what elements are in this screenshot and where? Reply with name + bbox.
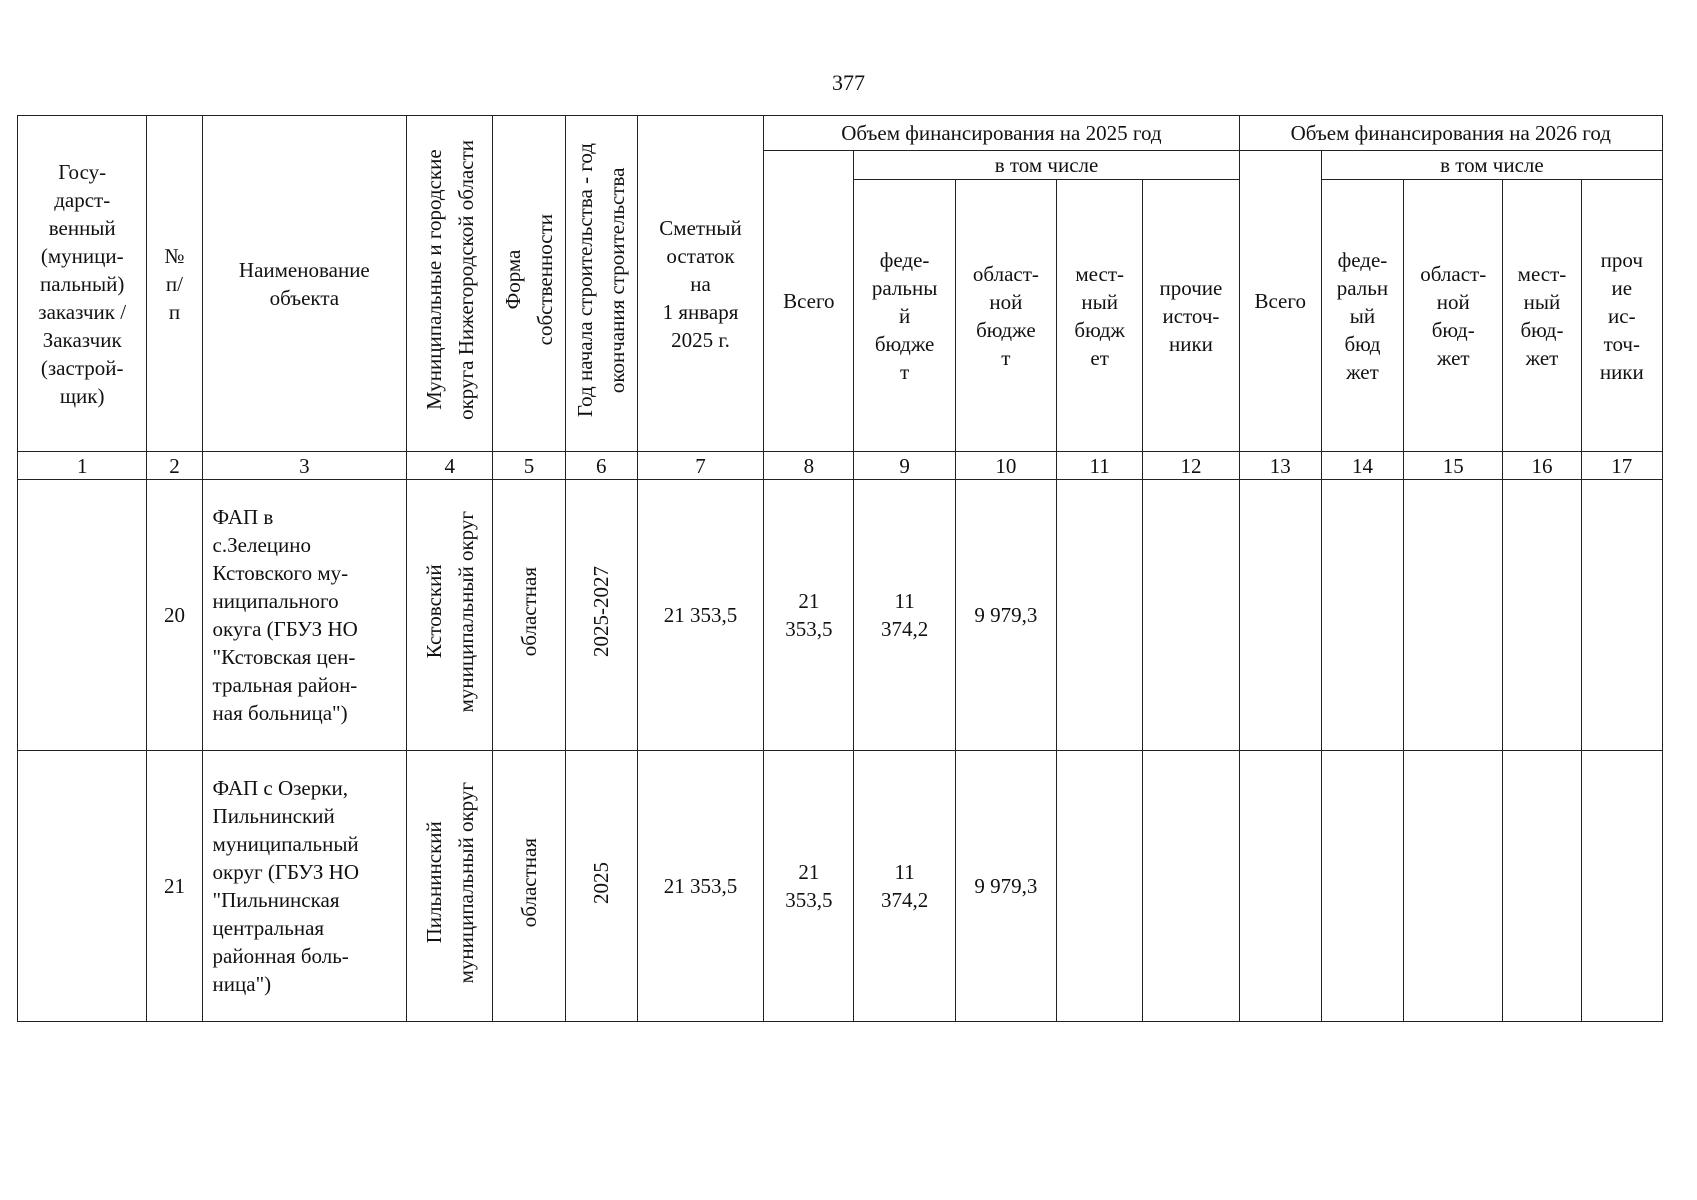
cell-regional-2026	[1404, 480, 1503, 751]
page-number: 377	[832, 70, 865, 95]
col-num-12: 12	[1143, 452, 1239, 480]
header-federal-2025: феде- ральны й бюдже т	[854, 180, 955, 452]
cell-regional-2025: 9 979,3	[955, 751, 1056, 1022]
header-federal-2026: феде- ральн ый бюд жет	[1321, 180, 1403, 452]
cell-other-2025	[1143, 480, 1239, 751]
cell-object-name: ФАП в с.Зелецино Кстовского му- ниципального окуга (ГБУЗ НО "Кстовская цен- тральная район- ная больница")	[202, 480, 407, 751]
cell-district	[407, 751, 493, 1022]
header-total-2025: Всего	[764, 151, 854, 452]
header-including-2026: в том числе	[1321, 151, 1662, 180]
header-number: № п/ п	[147, 116, 202, 452]
header-regional-2025: област- ной бюдже т	[955, 180, 1056, 452]
header-local-2025: мест- ный бюдж ет	[1057, 180, 1143, 452]
cell-years-text: 2025-2027	[589, 566, 614, 657]
col-num-16: 16	[1503, 452, 1581, 480]
cell-balance: 21 353,5	[637, 751, 763, 1022]
cell-years	[565, 480, 637, 751]
construction-funding-table	[17, 115, 1663, 1022]
col-num-1: 1	[18, 452, 147, 480]
header-regional-2026: област- ной бюд- жет	[1404, 180, 1503, 452]
cell-ownership-text: областная	[517, 566, 541, 657]
cell-district-text: Пильнинский муниципальный округ	[421, 781, 478, 984]
cell-balance: 21 353,5	[637, 480, 763, 751]
header-district-text: Муниципальные и городские округа Нижегородской области	[421, 140, 478, 420]
header-other-2026: проч ие ис- точ- ники	[1581, 180, 1662, 452]
header-ownership-text: Форма собственности	[501, 214, 557, 346]
column-number-row	[18, 452, 1663, 480]
col-num-5: 5	[493, 452, 565, 480]
cell-local-2026	[1503, 751, 1581, 1022]
cell-district	[407, 480, 493, 751]
col-num-9: 9	[854, 452, 955, 480]
col-num-6: 6	[565, 452, 637, 480]
cell-regional-2026	[1404, 751, 1503, 1022]
col-num-17: 17	[1581, 452, 1662, 480]
cell-years	[565, 751, 637, 1022]
header-name: Наименование объекта	[202, 116, 407, 452]
col-num-14: 14	[1321, 452, 1403, 480]
header-funding-2026: Объем финансирования на 2026 год	[1239, 116, 1662, 151]
cell-total-2025: 21 353,5	[764, 480, 854, 751]
cell-total-2025: 21 353,5	[764, 751, 854, 1022]
header-customer: Госу- дарст- венный (муници- пальный) заказчик / Заказчик (застрой- щик)	[18, 116, 147, 452]
col-num-3: 3	[202, 452, 407, 480]
cell-other-2026	[1581, 751, 1662, 1022]
header-including-2025: в том числе	[854, 151, 1239, 180]
header-years	[565, 116, 637, 452]
cell-total-2026	[1239, 751, 1321, 1022]
header-funding-2025: Объем финансирования на 2025 год	[764, 116, 1239, 151]
table-row	[18, 751, 1663, 1022]
col-num-2: 2	[147, 452, 202, 480]
cell-total-2026	[1239, 480, 1321, 751]
cell-number: 21	[147, 751, 202, 1022]
cell-other-2026	[1581, 480, 1662, 751]
cell-district-text: Кстовский муниципальный округ	[421, 510, 478, 713]
header-ownership	[493, 116, 565, 452]
header-total-2026: Всего	[1239, 151, 1321, 452]
cell-ownership-text: областная	[517, 837, 541, 928]
header-row-1	[18, 116, 1663, 151]
cell-ownership	[493, 751, 565, 1022]
cell-federal-2025: 11 374,2	[854, 751, 955, 1022]
col-num-10: 10	[955, 452, 1056, 480]
col-num-13: 13	[1239, 452, 1321, 480]
col-num-11: 11	[1057, 452, 1143, 480]
header-estimated-balance: Сметный остаток на 1 января 2025 г.	[637, 116, 763, 452]
col-num-4: 4	[407, 452, 493, 480]
cell-regional-2025: 9 979,3	[955, 480, 1056, 751]
cell-local-2026	[1503, 480, 1581, 751]
col-num-7: 7	[637, 452, 763, 480]
cell-years-text: 2025	[589, 861, 614, 904]
col-num-8: 8	[764, 452, 854, 480]
header-district	[407, 116, 493, 452]
cell-other-2025	[1143, 751, 1239, 1022]
cell-federal-2025: 11 374,2	[854, 480, 955, 751]
table-row	[18, 480, 1663, 751]
cell-object-name: ФАП с Озерки, Пильнинский муниципальный округ (ГБУЗ НО "Пильнинская центральная районная боль- ница")	[202, 751, 407, 1022]
cell-customer	[18, 480, 147, 751]
cell-federal-2026	[1321, 751, 1403, 1022]
header-local-2026: мест- ный бюд- жет	[1503, 180, 1581, 452]
cell-ownership	[493, 480, 565, 751]
cell-local-2025	[1057, 751, 1143, 1022]
cell-local-2025	[1057, 480, 1143, 751]
cell-customer	[18, 751, 147, 1022]
header-other-2025: прочие источ- ники	[1143, 180, 1239, 452]
cell-federal-2026	[1321, 480, 1403, 751]
cell-number: 20	[147, 480, 202, 751]
header-years-text: Год начала строительства - год окончания строительства	[573, 142, 630, 418]
col-num-15: 15	[1404, 452, 1503, 480]
